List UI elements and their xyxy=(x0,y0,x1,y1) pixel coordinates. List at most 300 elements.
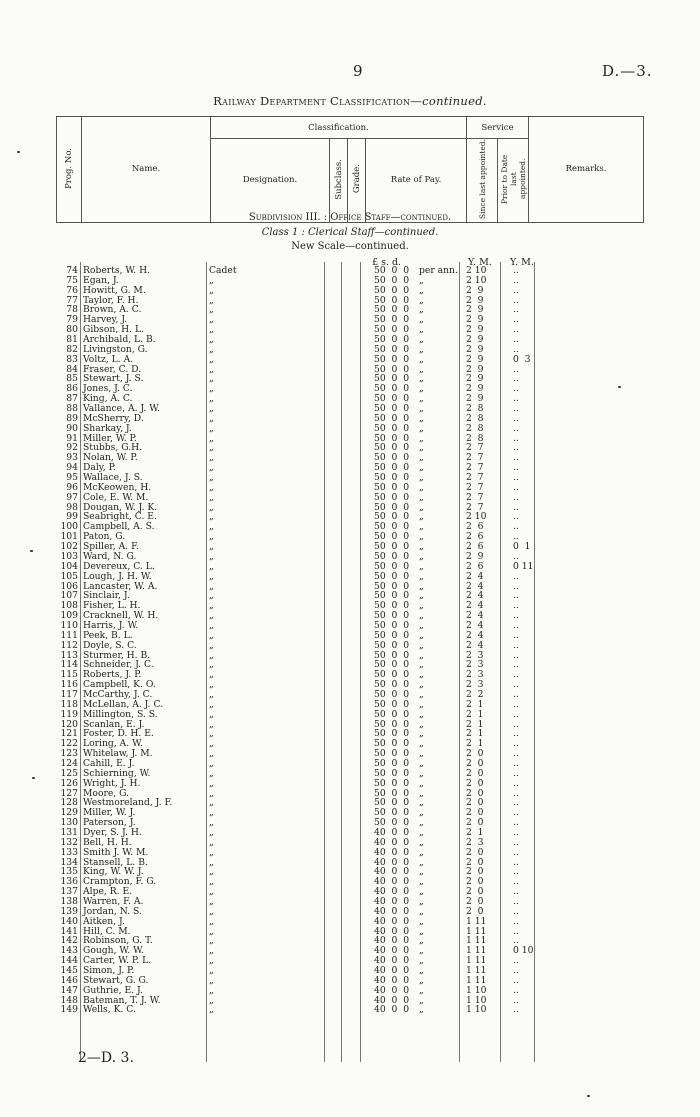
row-prior-to-date: .. xyxy=(513,294,519,306)
row-since-last: 2 4 xyxy=(466,600,484,612)
row-name: Dyer, S. J. H. xyxy=(83,826,142,838)
row-prior-to-date: 0 1 xyxy=(513,541,531,553)
row-prog-no: 111 xyxy=(60,629,78,641)
header-grade: Grade. xyxy=(348,139,366,223)
row-rate-of-pay: 40 0 0 xyxy=(374,866,410,878)
row-pay-period: „ xyxy=(419,718,424,730)
row-rate-of-pay: 50 0 0 xyxy=(374,393,410,405)
row-prior-to-date: .. xyxy=(513,856,519,868)
row-prog-no: 141 xyxy=(60,925,78,937)
row-since-last: 2 3 xyxy=(466,669,484,681)
row-designation: „ xyxy=(209,304,214,316)
row-designation: „ xyxy=(209,432,214,444)
row-prior-to-date: .. xyxy=(513,363,519,375)
row-name: Taylor, F. H. xyxy=(83,294,139,306)
row-rate-of-pay: 50 0 0 xyxy=(374,363,410,375)
row-prior-to-date: .. xyxy=(513,324,519,336)
row-designation: „ xyxy=(209,353,214,365)
row-since-last: 1 11 xyxy=(466,955,487,967)
row-name: Schneider, J. C. xyxy=(83,659,154,671)
row-rate-of-pay: 50 0 0 xyxy=(374,501,410,513)
row-prior-to-date: .. xyxy=(513,994,519,1006)
row-designation: „ xyxy=(209,422,214,434)
row-prog-no: 125 xyxy=(60,767,78,779)
row-designation: „ xyxy=(209,481,214,493)
row-since-last: 2 1 xyxy=(466,728,484,740)
row-name: Scanlan, E. J. xyxy=(83,718,145,730)
row-designation: „ xyxy=(209,915,214,927)
row-since-last: 2 6 xyxy=(466,541,484,553)
row-designation: „ xyxy=(209,649,214,661)
row-since-last: 2 3 xyxy=(466,659,484,671)
row-pay-period: „ xyxy=(419,748,424,760)
row-prog-no: 128 xyxy=(60,797,78,809)
row-rate-of-pay: 50 0 0 xyxy=(374,412,410,424)
row-since-last: 2 9 xyxy=(466,304,484,316)
row-rate-of-pay: 50 0 0 xyxy=(374,777,410,789)
row-prior-to-date: .. xyxy=(513,412,519,424)
row-rate-of-pay: 40 0 0 xyxy=(374,896,410,907)
row-prog-no: 81 xyxy=(66,334,78,346)
scan-speck xyxy=(587,1095,590,1097)
row-name: Cole, E. W. M. xyxy=(83,491,149,503)
row-prog-no: 82 xyxy=(66,343,78,355)
row-rate-of-pay: 50 0 0 xyxy=(374,324,410,336)
row-rate-of-pay: 50 0 0 xyxy=(374,481,410,493)
header-designation: Designation. xyxy=(211,139,330,223)
row-rate-of-pay: 40 0 0 xyxy=(374,905,410,917)
row-prog-no: 133 xyxy=(60,846,78,858)
row-designation: „ xyxy=(209,511,214,523)
row-prog-no: 123 xyxy=(60,748,78,760)
row-prog-no: 130 xyxy=(60,817,78,829)
row-since-last: 2 4 xyxy=(466,590,484,602)
row-prog-no: 78 xyxy=(66,304,78,316)
row-rate-of-pay: 50 0 0 xyxy=(374,787,410,799)
row-since-last: 2 3 xyxy=(466,649,484,661)
row-pay-period: „ xyxy=(419,856,424,868)
row-rate-of-pay: 50 0 0 xyxy=(374,649,410,661)
row-since-last: 1 10 xyxy=(466,984,487,996)
row-designation: „ xyxy=(209,738,214,750)
scan-speck xyxy=(17,151,20,153)
row-designation: „ xyxy=(209,767,214,779)
row-since-last: 2 4 xyxy=(466,610,484,622)
row-name: Guthrie, E. J. xyxy=(83,984,143,996)
row-name: Miller, W. P. xyxy=(83,432,137,444)
row-prior-to-date: .. xyxy=(513,442,519,454)
row-designation: „ xyxy=(209,363,214,375)
row-prog-no: 134 xyxy=(60,856,78,868)
row-prior-to-date: .. xyxy=(513,274,519,286)
row-pay-period: „ xyxy=(419,965,424,977)
row-since-last: 2 4 xyxy=(466,619,484,631)
row-rate-of-pay: 50 0 0 xyxy=(374,343,410,355)
row-designation: „ xyxy=(209,570,214,582)
row-rate-of-pay: 40 0 0 xyxy=(374,836,410,848)
table-row xyxy=(56,582,576,592)
row-pay-period: „ xyxy=(419,304,424,316)
row-designation: „ xyxy=(209,619,214,631)
row-prior-to-date: .. xyxy=(513,777,519,789)
row-rate-of-pay: 50 0 0 xyxy=(374,728,410,740)
row-designation: „ xyxy=(209,896,214,907)
row-prior-to-date: .. xyxy=(513,974,519,986)
row-prior-to-date: .. xyxy=(513,984,519,996)
row-since-last: 1 10 xyxy=(466,1004,487,1016)
row-designation: „ xyxy=(209,610,214,622)
row-prog-no: 136 xyxy=(60,876,78,888)
row-since-last: 2 7 xyxy=(466,442,484,454)
row-designation: „ xyxy=(209,462,214,474)
table-row xyxy=(56,779,576,789)
row-rate-of-pay: 50 0 0 xyxy=(374,659,410,671)
row-prog-no: 76 xyxy=(66,284,78,296)
row-designation: „ xyxy=(209,491,214,503)
row-designation: „ xyxy=(209,274,214,286)
row-pay-period: „ xyxy=(419,925,424,937)
row-prog-no: 108 xyxy=(60,600,78,612)
row-designation: „ xyxy=(209,501,214,513)
row-pay-period: „ xyxy=(419,817,424,829)
row-since-last: 2 0 xyxy=(466,757,484,769)
row-pay-period: „ xyxy=(419,659,424,671)
row-pay-period: „ xyxy=(419,580,424,592)
row-rate-of-pay: 50 0 0 xyxy=(374,531,410,543)
row-prior-to-date: .. xyxy=(513,639,519,651)
row-prior-to-date: .. xyxy=(513,757,519,769)
row-rate-of-pay: 40 0 0 xyxy=(374,915,410,927)
row-name: Gough, W. W. xyxy=(83,945,144,957)
row-prior-to-date: .. xyxy=(513,669,519,681)
row-name: King, W. W. J. xyxy=(83,866,144,878)
row-prog-no: 113 xyxy=(60,649,78,661)
row-pay-period: „ xyxy=(419,501,424,513)
row-rate-of-pay: 50 0 0 xyxy=(374,600,410,612)
row-since-last: 2 0 xyxy=(466,905,484,917)
row-pay-period: „ xyxy=(419,876,424,888)
row-rate-of-pay: 40 0 0 xyxy=(374,856,410,868)
row-since-last: 1 11 xyxy=(466,974,487,986)
row-name: Moore, G. xyxy=(83,787,130,799)
header-name: Name. xyxy=(82,117,211,223)
row-name: Miller, W. J. xyxy=(83,807,136,819)
row-prog-no: 132 xyxy=(60,836,78,848)
row-pay-period: „ xyxy=(419,393,424,405)
row-prior-to-date: .. xyxy=(513,787,519,799)
row-prog-no: 99 xyxy=(66,511,78,523)
row-designation: „ xyxy=(209,777,214,789)
row-since-last: 2 7 xyxy=(466,472,484,484)
row-name: Sinclair, J. xyxy=(83,590,130,602)
row-prior-to-date: .. xyxy=(513,550,519,562)
row-since-last: 2 9 xyxy=(466,363,484,375)
row-prior-to-date: .. xyxy=(513,955,519,967)
row-designation: „ xyxy=(209,935,214,947)
row-pay-period: „ xyxy=(419,698,424,710)
row-pay-period: „ xyxy=(419,324,424,336)
row-name: Livingston, G. xyxy=(83,343,148,355)
row-since-last: 2 4 xyxy=(466,639,484,651)
row-pay-period: „ xyxy=(419,343,424,355)
row-pay-period: „ xyxy=(419,412,424,424)
row-pay-period: „ xyxy=(419,383,424,395)
row-pay-period: „ xyxy=(419,935,424,947)
row-rate-of-pay: 50 0 0 xyxy=(374,472,410,484)
row-rate-of-pay: 50 0 0 xyxy=(374,767,410,779)
row-designation: „ xyxy=(209,531,214,543)
row-prog-no: 98 xyxy=(66,501,78,513)
row-pay-period: „ xyxy=(419,570,424,582)
row-designation: „ xyxy=(209,373,214,385)
row-since-last: 2 9 xyxy=(466,343,484,355)
row-since-last: 2 6 xyxy=(466,531,484,543)
row-since-last: 2 8 xyxy=(466,403,484,415)
row-name: Schierning, W. xyxy=(83,767,151,779)
row-pay-period: „ xyxy=(419,511,424,523)
header-classification: Classification. xyxy=(211,117,467,139)
row-prog-no: 101 xyxy=(60,531,78,543)
row-since-last: 2 9 xyxy=(466,284,484,296)
row-prior-to-date: .. xyxy=(513,748,519,760)
row-rate-of-pay: 50 0 0 xyxy=(374,688,410,700)
row-pay-period: „ xyxy=(419,639,424,651)
row-name: Paton, G. xyxy=(83,531,126,543)
row-name: Alpe, R. E. xyxy=(83,886,133,898)
row-designation: „ xyxy=(209,708,214,720)
row-since-last: 2 7 xyxy=(466,491,484,503)
row-prog-no: 137 xyxy=(60,886,78,898)
row-designation: „ xyxy=(209,294,214,306)
row-prior-to-date: .. xyxy=(513,876,519,888)
row-rate-of-pay: 50 0 0 xyxy=(374,669,410,681)
row-prog-no: 148 xyxy=(60,994,78,1006)
row-pay-period: „ xyxy=(419,836,424,848)
row-prog-no: 94 xyxy=(66,462,78,474)
row-name: Spiller, A. F. xyxy=(83,541,139,553)
row-rate-of-pay: 50 0 0 xyxy=(374,521,410,533)
row-prog-no: 80 xyxy=(66,324,78,336)
row-pay-period: „ xyxy=(419,550,424,562)
row-pay-period: „ xyxy=(419,807,424,819)
row-prior-to-date: .. xyxy=(513,462,519,474)
row-pay-period: „ xyxy=(419,373,424,385)
row-name: Howitt, G. M. xyxy=(83,284,146,296)
row-since-last: 1 11 xyxy=(466,915,487,927)
row-prog-no: 127 xyxy=(60,787,78,799)
row-since-last: 1 11 xyxy=(466,925,487,937)
row-prog-no: 121 xyxy=(60,728,78,740)
row-rate-of-pay: 50 0 0 xyxy=(374,442,410,454)
row-prior-to-date: .. xyxy=(513,925,519,937)
table-header xyxy=(56,116,644,223)
row-since-last: 2 0 xyxy=(466,896,484,907)
row-prog-no: 86 xyxy=(66,383,78,395)
row-prior-to-date: 0 10 xyxy=(513,945,534,957)
row-since-last: 2 6 xyxy=(466,560,484,572)
row-designation: „ xyxy=(209,797,214,809)
row-rate-of-pay: 50 0 0 xyxy=(374,353,410,365)
row-prog-no: 77 xyxy=(66,294,78,306)
row-since-last: 2 4 xyxy=(466,570,484,582)
table-row xyxy=(56,828,576,838)
row-prior-to-date: .. xyxy=(513,491,519,503)
row-designation: „ xyxy=(209,412,214,424)
row-prior-to-date: .. xyxy=(513,915,519,927)
row-name: Bateman, T. J. W. xyxy=(83,994,161,1006)
row-pay-period: „ xyxy=(419,403,424,415)
row-since-last: 2 1 xyxy=(466,738,484,750)
row-prog-no: 79 xyxy=(66,314,78,326)
row-pay-period: „ xyxy=(419,984,424,996)
row-designation: „ xyxy=(209,787,214,799)
row-name: Loring, A. W. xyxy=(83,738,143,750)
row-prog-no: 109 xyxy=(60,610,78,622)
row-rate-of-pay: 50 0 0 xyxy=(374,452,410,464)
row-pay-period: „ xyxy=(419,294,424,306)
row-name: McKeowen, H. xyxy=(83,481,152,493)
row-since-last: 2 0 xyxy=(466,807,484,819)
row-since-last: 2 10 xyxy=(466,274,487,286)
row-name: Peek, B. L. xyxy=(83,629,133,641)
row-rate-of-pay: 50 0 0 xyxy=(374,619,410,631)
row-prog-no: 103 xyxy=(60,550,78,562)
row-pay-period: „ xyxy=(419,432,424,444)
row-prior-to-date: .. xyxy=(513,659,519,671)
row-rate-of-pay: 40 0 0 xyxy=(374,994,410,1006)
row-rate-of-pay: 50 0 0 xyxy=(374,403,410,415)
row-name: Harvey, J. xyxy=(83,314,128,326)
row-prior-to-date: .. xyxy=(513,343,519,355)
row-designation: „ xyxy=(209,324,214,336)
row-designation: „ xyxy=(209,836,214,848)
row-prior-to-date: .. xyxy=(513,334,519,346)
row-pay-period: „ xyxy=(419,777,424,789)
row-name: Gibson, H. L. xyxy=(83,324,145,336)
row-designation: „ xyxy=(209,945,214,957)
row-name: Crampton, F. G. xyxy=(83,876,157,888)
row-prog-no: 90 xyxy=(66,422,78,434)
row-since-last: 2 9 xyxy=(466,334,484,346)
row-pay-period: „ xyxy=(419,728,424,740)
row-since-last: 2 7 xyxy=(466,481,484,493)
row-designation: „ xyxy=(209,925,214,937)
row-name: Daly, P. xyxy=(83,462,116,474)
row-since-last: 2 10 xyxy=(466,265,487,276)
row-name: Fraser, C. D. xyxy=(83,363,142,375)
row-name: Doyle, S. C. xyxy=(83,639,137,651)
row-since-last: 2 3 xyxy=(466,836,484,848)
row-prior-to-date: .. xyxy=(513,708,519,720)
row-pay-period: „ xyxy=(419,866,424,878)
row-prog-no: 107 xyxy=(60,590,78,602)
row-rate-of-pay: 40 0 0 xyxy=(374,886,410,898)
row-prog-no: 143 xyxy=(60,945,78,957)
row-prog-no: 97 xyxy=(66,491,78,503)
header-since-last: Since last appointed. xyxy=(467,139,498,223)
row-designation: „ xyxy=(209,639,214,651)
row-prog-no: 119 xyxy=(60,708,78,720)
row-since-last: 2 0 xyxy=(466,787,484,799)
row-pay-period: „ xyxy=(419,787,424,799)
row-prog-no: 106 xyxy=(60,580,78,592)
row-name: Wallace, J. S. xyxy=(83,472,143,484)
row-since-last: 2 8 xyxy=(466,412,484,424)
row-prior-to-date: .. xyxy=(513,807,519,819)
row-name: Sharkay, J. xyxy=(83,422,132,434)
row-prior-to-date: .. xyxy=(513,580,519,592)
row-pay-period: „ xyxy=(419,738,424,750)
row-prog-no: 126 xyxy=(60,777,78,789)
subdivision-heading: Subdivision III. : Office Staff—continued. xyxy=(248,212,452,223)
row-name: Stewart, J. S. xyxy=(83,373,144,385)
row-rate-of-pay: 50 0 0 xyxy=(374,718,410,730)
table-row xyxy=(56,621,576,631)
row-rate-of-pay: 50 0 0 xyxy=(374,265,410,276)
row-name: Carter, W. P. L. xyxy=(83,955,152,967)
row-since-last: 2 0 xyxy=(466,748,484,760)
row-prior-to-date: .. xyxy=(513,688,519,700)
row-name: Wright, J. H. xyxy=(83,777,141,789)
row-prior-to-date: .. xyxy=(513,531,519,543)
row-prog-no: 131 xyxy=(60,826,78,838)
row-prog-no: 85 xyxy=(66,373,78,385)
row-name: Paterson, J. xyxy=(83,817,136,829)
row-since-last: 2 0 xyxy=(466,846,484,858)
row-prior-to-date: 0 11 xyxy=(513,560,534,572)
row-since-last: 2 9 xyxy=(466,550,484,562)
row-name: Ward, N. G. xyxy=(83,550,137,562)
row-since-last: 2 9 xyxy=(466,294,484,306)
row-pay-period: „ xyxy=(419,757,424,769)
row-designation: „ xyxy=(209,393,214,405)
row-prior-to-date: .. xyxy=(513,698,519,710)
row-designation: „ xyxy=(209,718,214,730)
row-designation: „ xyxy=(209,994,214,1006)
header-prog-no: Prog. No. xyxy=(57,117,82,223)
row-designation: „ xyxy=(209,541,214,553)
row-name: Stewart, G. G. xyxy=(83,974,149,986)
row-prior-to-date: .. xyxy=(513,610,519,622)
row-pay-period: „ xyxy=(419,915,424,927)
row-designation: „ xyxy=(209,846,214,858)
row-pay-period: „ xyxy=(419,481,424,493)
row-rate-of-pay: 40 0 0 xyxy=(374,974,410,986)
row-name: McSherry, D. xyxy=(83,412,144,424)
row-rate-of-pay: 50 0 0 xyxy=(374,610,410,622)
table-row xyxy=(56,1005,576,1015)
page-footer: 2—D. 3. xyxy=(78,1050,134,1066)
row-pay-period: „ xyxy=(419,462,424,474)
table-row xyxy=(56,522,576,532)
row-since-last: 1 11 xyxy=(466,965,487,977)
row-prior-to-date: .. xyxy=(513,432,519,444)
row-rate-of-pay: 40 0 0 xyxy=(374,846,410,858)
row-prog-no: 147 xyxy=(60,984,78,996)
row-name: Hill, C. M. xyxy=(83,925,131,937)
row-name: Nolan, W. P. xyxy=(83,452,138,464)
row-pay-period: „ xyxy=(419,905,424,917)
row-prior-to-date: .. xyxy=(513,817,519,829)
row-prog-no: 139 xyxy=(60,905,78,917)
row-prog-no: 140 xyxy=(60,915,78,927)
row-rate-of-pay: 40 0 0 xyxy=(374,955,410,967)
row-prog-no: 102 xyxy=(60,541,78,553)
row-prior-to-date: .. xyxy=(513,570,519,582)
row-rate-of-pay: 50 0 0 xyxy=(374,274,410,286)
row-name: Devereux, C. L. xyxy=(83,560,155,572)
row-rate-of-pay: 50 0 0 xyxy=(374,580,410,592)
